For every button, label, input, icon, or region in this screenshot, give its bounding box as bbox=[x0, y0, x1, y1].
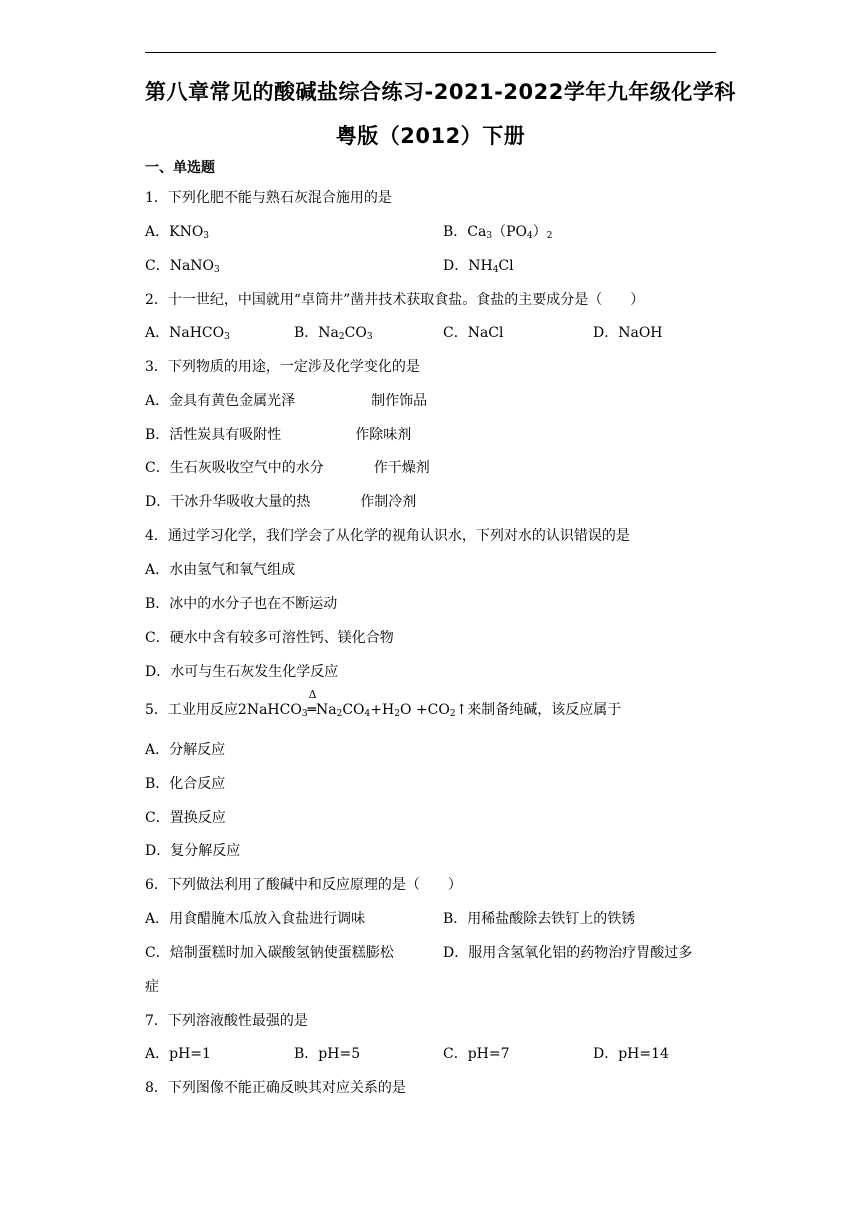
question-7-stem: 7．下列溶液酸性最强的是 bbox=[145, 1013, 308, 1029]
question-5-option-d: D．复分解反应 bbox=[145, 843, 241, 859]
question-5-option-c: C．置换反应 bbox=[145, 810, 226, 826]
question-2-option-b: B．$Na_2CO_3$ bbox=[294, 325, 373, 342]
question-1-option-a: A．$KNO_3$ bbox=[145, 224, 210, 241]
page-title-line2: 粤版（2012）下册 bbox=[335, 124, 526, 148]
question-6-option-d: D．服用含氢氧化铝的药物治疗胃酸过多 bbox=[443, 945, 693, 961]
question-4-option-b: B．冰中的水分子也在不断运动 bbox=[145, 596, 338, 612]
question-3-stem: 3．下列物质的用途，一定涉及化学变化的是 bbox=[145, 359, 420, 375]
question-3-option-a: A．金具有黄色金属光泽 制作饰品 bbox=[145, 393, 428, 409]
question-6-option-a: A．用食醋腌木瓜放入食盐进行调味 bbox=[145, 911, 366, 927]
question-4-option-d: D．水可与生石灰发生化学反应 bbox=[145, 664, 339, 680]
question-1-stem: 1．下列化肥不能与熟石灰混合施用的是 bbox=[145, 190, 392, 206]
question-5-option-a: A．分解反应 bbox=[145, 742, 226, 758]
question-1-option-b: B．$Ca_3(PO_4)_2$ bbox=[443, 224, 553, 241]
question-2-option-c: C．NaCl bbox=[443, 325, 504, 341]
question-4-option-c: C．硬水中含有较多可溶性钙、镁化合物 bbox=[145, 630, 394, 646]
question-4-stem: 4．通过学习化学，我们学会了从化学的视角认识水，下列对水的认识错误的是 bbox=[145, 528, 630, 544]
section-heading: 一、单选题 bbox=[145, 160, 215, 176]
question-4-option-a: A．水由氢气和氧气组成 bbox=[145, 562, 296, 578]
question-5-option-b: B．化合反应 bbox=[145, 776, 226, 792]
question-6-option-c: C．焙制蛋糕时加入碳酸氢钠使蛋糕膨松 bbox=[145, 945, 394, 961]
gas-arrow-icon: ↑ bbox=[455, 702, 468, 718]
question-2-option-d: D．NaOH bbox=[593, 325, 663, 341]
header-rule bbox=[145, 52, 716, 53]
question-5-stem: 5．工业用反应2NaHCO$_3$ Δ $═Na_2CO_4+H_2O$ $+CO_2↑$来制备纯碱，该反应属于 bbox=[145, 688, 622, 719]
question-6-option-d-continued: 症 bbox=[145, 979, 159, 995]
heat-condition: Δ ═ bbox=[307, 688, 317, 718]
question-1-option-c: C．NaNO$_3$ bbox=[145, 258, 220, 275]
question-7-option-d: D．pH=14 bbox=[593, 1046, 669, 1062]
question-3-option-d: D．干冰升华吸收大量的热 作制冷剂 bbox=[145, 494, 417, 510]
question-1-option-d: D．$NH_4Cl$ bbox=[443, 258, 514, 275]
question-7-option-c: C．pH=7 bbox=[443, 1046, 510, 1062]
reaction-equation: 2NaHCO$_3$ Δ $═Na_2CO_4+H_2O$ $+CO_2↑$ bbox=[237, 688, 468, 719]
question-6-stem: 6．下列做法利用了酸碱中和反应原理的是（ ） bbox=[145, 877, 462, 893]
question-2-option-a: A．NaHCO$_3$ bbox=[145, 325, 230, 342]
page-title-line1: 第八章常见的酸碱盐综合练习-2021-2022学年九年级化学科 bbox=[145, 80, 736, 104]
question-2-stem: 2．十一世纪，中国就用“卓筒井”凿井技术获取食盐。食盐的主要成分是（ ） bbox=[145, 292, 645, 308]
question-7-option-a: A．pH=1 bbox=[145, 1046, 211, 1062]
question-7-option-b: B．pH=5 bbox=[294, 1046, 361, 1062]
question-3-option-c: C．生石灰吸收空气中的水分 作干燥剂 bbox=[145, 460, 430, 476]
question-6-option-b: B．用稀盐酸除去铁钉上的铁锈 bbox=[443, 911, 636, 927]
question-3-option-b: B．活性炭具有吸附性 作除味剂 bbox=[145, 427, 412, 443]
question-8-stem: 8．下列图像不能正确反映其对应关系的是 bbox=[145, 1080, 406, 1096]
